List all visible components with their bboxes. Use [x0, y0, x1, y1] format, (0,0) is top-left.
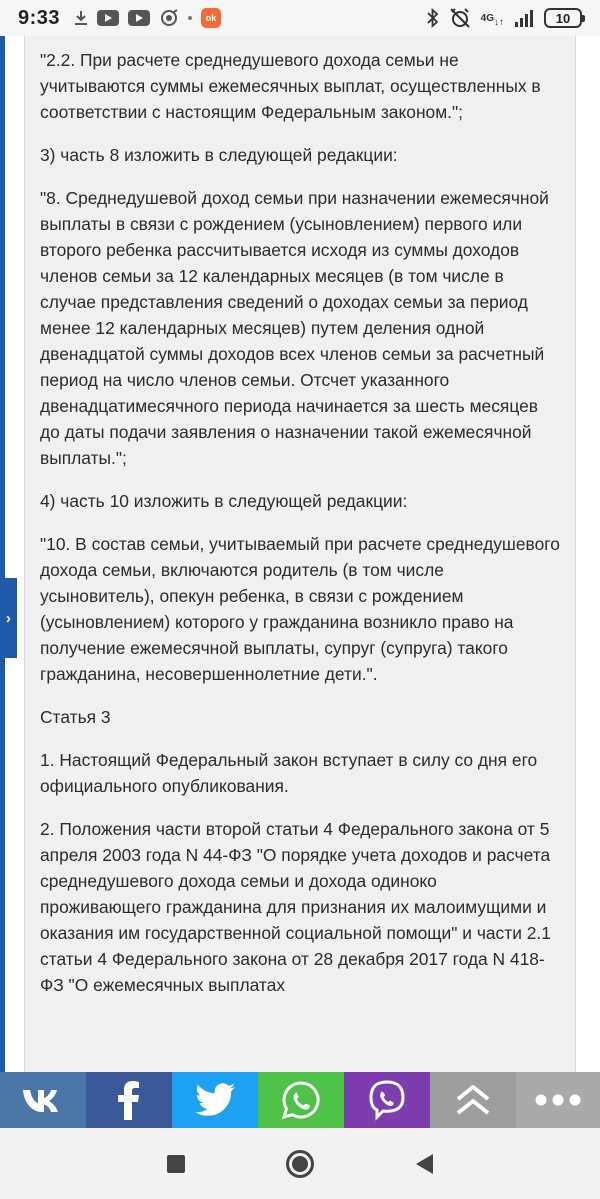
- app-notification-icon: ok: [201, 8, 221, 28]
- side-drawer-tab[interactable]: [0, 578, 17, 658]
- vk-share-button[interactable]: [0, 1072, 86, 1128]
- article-paragraph: "2.2. При расчете среднедушевого дохода семьи не учитываются суммы ежемесячных выплат, осуществленных в соответствии с настоящим Федеральным законом.";: [40, 50, 541, 122]
- viber-share-button[interactable]: [344, 1072, 430, 1128]
- whatsapp-share-button[interactable]: [258, 1072, 344, 1128]
- cast-icon: [159, 9, 179, 27]
- system-icons: [427, 7, 582, 29]
- bluetooth-icon: [427, 8, 439, 28]
- back-triangle-icon: [414, 1153, 434, 1175]
- chevron-right-icon: ›: [6, 609, 11, 627]
- facebook-icon: [118, 1080, 140, 1120]
- network-type: 4G ↓↑: [480, 12, 504, 28]
- article-text-panel: [24, 36, 576, 1072]
- viber-icon: [366, 1079, 408, 1121]
- article-heading: Статья 3: [40, 707, 111, 727]
- signal-icon: [514, 9, 534, 27]
- article-paragraph: 3) часть 8 изложить в следующей редакции:: [40, 145, 398, 165]
- download-icon: [74, 10, 88, 26]
- back-button[interactable]: [362, 1134, 486, 1194]
- left-accent-bar: [0, 36, 5, 1072]
- twitter-icon: [195, 1083, 235, 1117]
- more-share-button[interactable]: [516, 1072, 600, 1128]
- alarm-off-icon: [449, 7, 471, 29]
- dot-icon: [188, 16, 192, 20]
- status-bar: [0, 0, 600, 36]
- circle-icon: [285, 1149, 315, 1179]
- vk-icon: [21, 1086, 65, 1114]
- article-paragraph: "10. В состав семьи, учитываемый при расчете среднедушевого дохода семьи, включаются родитель (в том числе усыновитель), опекун ребенка, в связи с рождением (усыновлением) которого у гражданина возникло право на получение ежемесячной выплаты, супруг (супруга) такого гражданина, несовершеннолетние дети.".: [40, 534, 560, 684]
- recents-button[interactable]: [114, 1134, 238, 1194]
- square-icon: [166, 1154, 186, 1174]
- scroll-top-button[interactable]: [430, 1072, 516, 1128]
- article-paragraph: 4) часть 10 изложить в следующей редакции:: [40, 491, 408, 511]
- article-paragraph: 2. Положения части второй статьи 4 Федерального закона от 5 апреля 2003 года N 44-ФЗ "О порядке учета доходов и расчета среднедушевого дохода семьи и дохода одиноко проживающего гражданина для признания их малоимущими и оказания им государственной социальной помощи" и части 2.1 статьи 4 Федерального закона от 28 декабря 2017 года N 418-ФЗ "О ежемесячных выплатах: [40, 819, 551, 995]
- clock: 9:33: [18, 6, 61, 29]
- notification-icons: [74, 8, 221, 28]
- battery-indicator: 10: [544, 8, 582, 28]
- home-button[interactable]: [238, 1134, 362, 1194]
- more-dots-icon: [535, 1094, 581, 1106]
- youtube-icon: [97, 10, 119, 26]
- youtube-icon: [128, 10, 150, 26]
- system-navigation-bar: [0, 1128, 600, 1199]
- article-view[interactable]: [0, 36, 600, 1072]
- article-paragraph: "8. Среднедушевой доход семьи при назначении ежемесячной выплаты в связи с рождением (усыновлением) первого или второго ребенка рассчитывается исходя из суммы доходов членов семьи за 12 календарных месяцев (в том числе в случае представления сведений о доходах семьи за период менее 12 календарных месяцев) путем деления одной двенадцатой суммы доходов всех членов семьи за расчетный период на число членов семьи. Отсчет указанного двенадцатимесячного периода начинается за шесть месяцев до даты подачи заявления о назначении такой ежемесячной выплаты.";: [40, 188, 549, 468]
- share-bar: [0, 1072, 600, 1128]
- twitter-share-button[interactable]: [172, 1072, 258, 1128]
- article-paragraph: 1. Настоящий Федеральный закон вступает в силу со дня его официального опубликования.: [40, 750, 538, 796]
- facebook-share-button[interactable]: [86, 1072, 172, 1128]
- double-chevron-up-icon: [454, 1083, 492, 1117]
- whatsapp-icon: [281, 1080, 321, 1120]
